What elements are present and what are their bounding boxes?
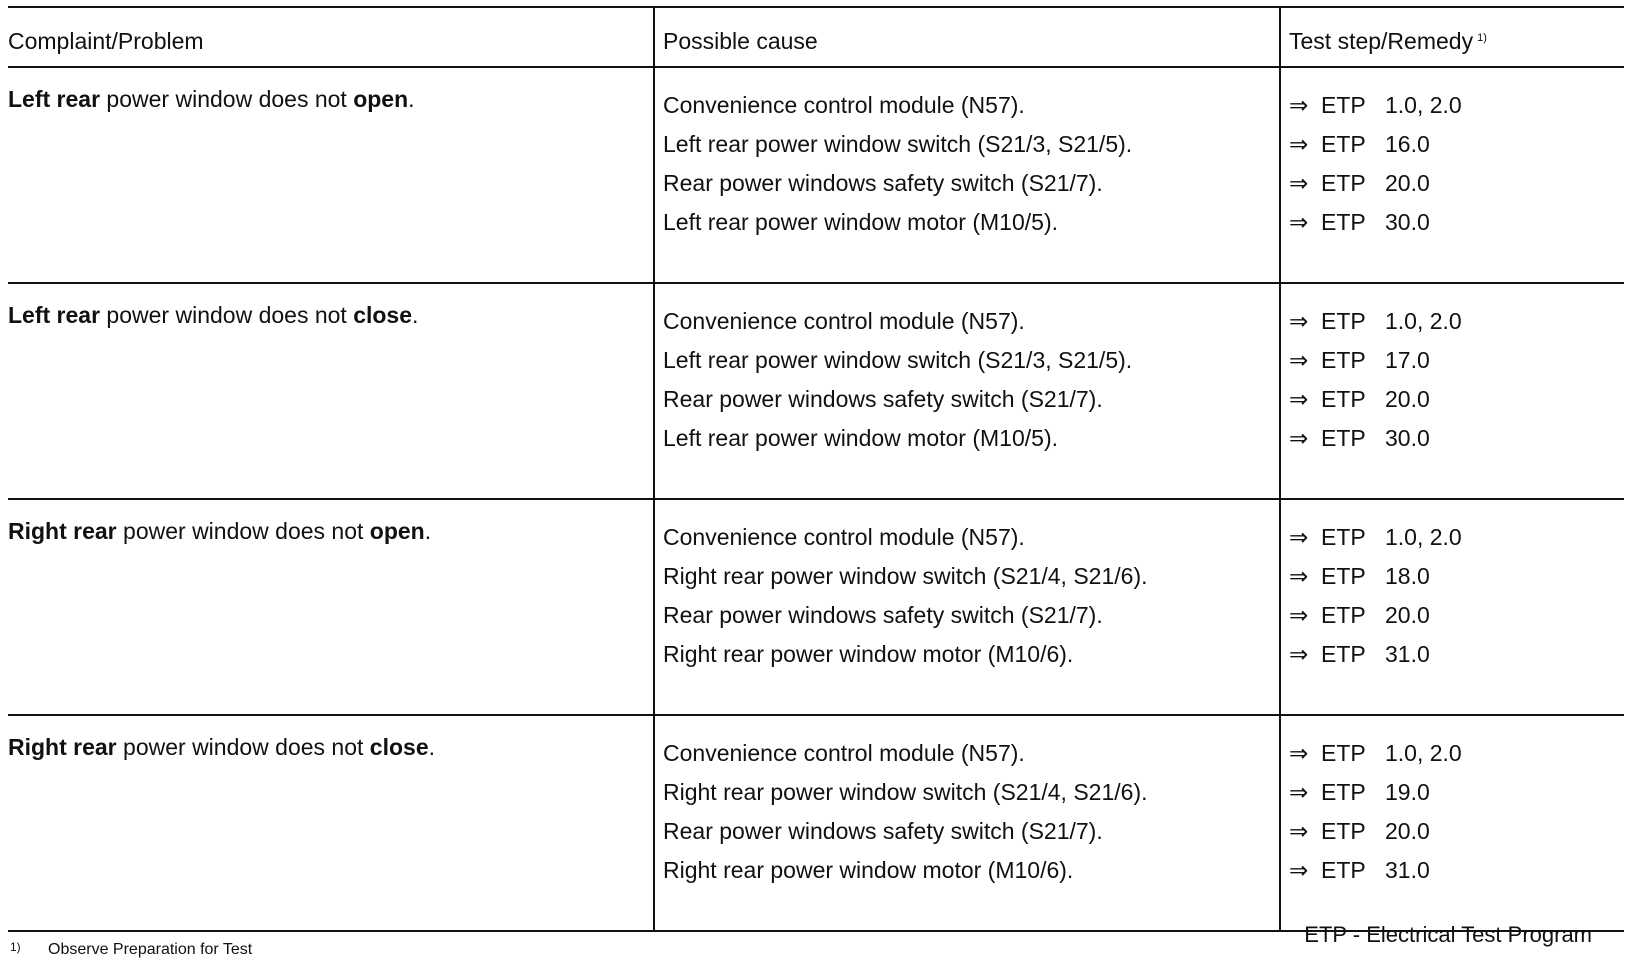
- etp-step: 1.0, 2.0: [1385, 740, 1462, 766]
- arrow-icon: ⇒: [1289, 92, 1309, 118]
- etp-step: 20.0: [1385, 386, 1430, 412]
- etp-label: ETP: [1321, 524, 1366, 550]
- arrow-icon: ⇒: [1289, 308, 1309, 334]
- arrow-icon: ⇒: [1289, 131, 1309, 157]
- complaint-cell: [8, 67, 654, 283]
- arrow-icon: ⇒: [1289, 779, 1309, 805]
- arrow-icon: ⇒: [1289, 209, 1309, 235]
- remedy-line: [1289, 596, 1624, 635]
- etp-label: ETP: [1321, 92, 1366, 118]
- arrow-icon: ⇒: [1289, 563, 1309, 589]
- etp-step: 31.0: [1385, 857, 1430, 883]
- cause-line: Convenience control module (N57).: [663, 308, 1025, 334]
- cause-line: Rear power windows safety switch (S21/7).: [663, 818, 1103, 844]
- etp-step: 20.0: [1385, 818, 1430, 844]
- etp-step: 19.0: [1385, 779, 1430, 805]
- complaint-action: close: [353, 302, 413, 328]
- etp-step: 20.0: [1385, 602, 1430, 628]
- complaint-cell: [8, 499, 654, 715]
- table-row: [8, 499, 1624, 715]
- cause-line: Rear power windows safety switch (S21/7).: [663, 170, 1103, 196]
- etp-label: ETP: [1321, 602, 1366, 628]
- cause-line: Rear power windows safety switch (S21/7).: [663, 602, 1103, 628]
- etp-step: 18.0: [1385, 563, 1430, 589]
- footnote: [10, 940, 252, 959]
- footnote-ref: 1): [1477, 32, 1487, 44]
- complaint-action: open: [369, 518, 425, 544]
- cause-line: Left rear power window switch (S21/3, S21/5).: [663, 131, 1133, 157]
- complaint-end: .: [424, 518, 432, 544]
- cause-cell: [654, 283, 1280, 499]
- remedy-line: [1289, 203, 1624, 242]
- arrow-icon: ⇒: [1289, 347, 1309, 373]
- remedy-cell: [1280, 715, 1624, 931]
- cause-line: Right rear power window motor (M10/6).: [663, 641, 1074, 667]
- header-complaint: Complaint/Problem: [8, 7, 654, 67]
- cause-line: Rear power windows safety switch (S21/7).: [663, 386, 1103, 412]
- arrow-icon: ⇒: [1289, 818, 1309, 844]
- arrow-icon: ⇒: [1289, 386, 1309, 412]
- header-remedy: [1280, 7, 1624, 67]
- etp-label: ETP: [1321, 209, 1366, 235]
- etp-label: ETP: [1321, 347, 1366, 373]
- etp-label: ETP: [1321, 641, 1366, 667]
- cause-line: Right rear power window switch (S21/4, S21/6).: [663, 779, 1148, 805]
- diagnosis-table: [8, 6, 1624, 932]
- footnote-mark: 1): [10, 940, 21, 954]
- remedy-line: [1289, 380, 1624, 419]
- etp-label: ETP: [1321, 818, 1366, 844]
- remedy-line: [1289, 851, 1624, 890]
- etp-label: ETP: [1321, 131, 1366, 157]
- arrow-icon: ⇒: [1289, 425, 1309, 451]
- cause-line: Left rear power window motor (M10/5).: [663, 425, 1058, 451]
- etp-label: ETP: [1321, 740, 1366, 766]
- table-row: [8, 715, 1624, 931]
- header-row: [8, 7, 1624, 67]
- etp-label: ETP: [1321, 425, 1366, 451]
- complaint-cell: [8, 715, 654, 931]
- remedy-line: [1289, 518, 1624, 557]
- complaint-action: close: [369, 734, 429, 760]
- arrow-icon: ⇒: [1289, 641, 1309, 667]
- complaint-end: .: [428, 734, 436, 760]
- etp-label: ETP: [1321, 857, 1366, 883]
- cause-cell: [654, 67, 1280, 283]
- cause-cell: [654, 499, 1280, 715]
- arrow-icon: ⇒: [1289, 602, 1309, 628]
- remedy-line: [1289, 164, 1624, 203]
- table-row: [8, 67, 1624, 283]
- remedy-line: [1289, 734, 1624, 773]
- etp-label: ETP: [1321, 170, 1366, 196]
- complaint-side: Right rear: [8, 518, 117, 544]
- remedy-line: [1289, 302, 1624, 341]
- cause-line: Left rear power window motor (M10/5).: [663, 209, 1058, 235]
- complaint-text: power window does not: [100, 302, 354, 328]
- cause-line: Convenience control module (N57).: [663, 524, 1025, 550]
- header-cause: Possible cause: [654, 7, 1280, 67]
- etp-step: 1.0, 2.0: [1385, 92, 1462, 118]
- footnote-text: Observe Preparation for Test: [48, 941, 253, 958]
- etp-step: 30.0: [1385, 425, 1430, 451]
- arrow-icon: ⇒: [1289, 740, 1309, 766]
- remedy-line: [1289, 419, 1624, 458]
- etp-label: ETP: [1321, 563, 1366, 589]
- complaint-side: Right rear: [8, 734, 117, 760]
- remedy-line: [1289, 341, 1624, 380]
- etp-label: ETP: [1321, 779, 1366, 805]
- etp-step: 16.0: [1385, 131, 1430, 157]
- arrow-icon: ⇒: [1289, 857, 1309, 883]
- etp-step: 1.0, 2.0: [1385, 308, 1462, 334]
- complaint-text: power window does not: [100, 86, 354, 112]
- remedy-cell: [1280, 283, 1624, 499]
- table-row: [8, 283, 1624, 499]
- header-remedy-label: Test step/Remedy: [1289, 28, 1474, 54]
- cause-line: Convenience control module (N57).: [663, 92, 1025, 118]
- arrow-icon: ⇒: [1289, 524, 1309, 550]
- cause-line: Left rear power window switch (S21/3, S21/5).: [663, 347, 1133, 373]
- complaint-text: power window does not: [116, 518, 370, 544]
- remedy-line: [1289, 557, 1624, 596]
- remedy-cell: [1280, 499, 1624, 715]
- etp-step: 30.0: [1385, 209, 1430, 235]
- etp-step: 31.0: [1385, 641, 1430, 667]
- etp-label: ETP: [1321, 386, 1366, 412]
- complaint-action: open: [353, 86, 409, 112]
- remedy-cell: [1280, 67, 1624, 283]
- complaint-cell: [8, 283, 654, 499]
- remedy-line: [1289, 773, 1624, 812]
- complaint-end: .: [408, 86, 415, 112]
- etp-label: ETP: [1321, 308, 1366, 334]
- etp-legend: ETP - Electrical Test Program: [1304, 922, 1592, 947]
- cause-line: Right rear power window motor (M10/6).: [663, 857, 1074, 883]
- cause-line: Convenience control module (N57).: [663, 740, 1025, 766]
- complaint-text: power window does not: [116, 734, 370, 760]
- cause-line: Right rear power window switch (S21/4, S21/6).: [663, 563, 1148, 589]
- complaint-side: Left rear: [8, 86, 101, 112]
- remedy-line: [1289, 635, 1624, 674]
- complaint-side: Left rear: [8, 302, 101, 328]
- remedy-line: [1289, 125, 1624, 164]
- etp-step: 1.0, 2.0: [1385, 524, 1462, 550]
- arrow-icon: ⇒: [1289, 170, 1309, 196]
- etp-step: 17.0: [1385, 347, 1430, 373]
- remedy-line: [1289, 86, 1624, 125]
- complaint-end: .: [412, 302, 419, 328]
- remedy-line: [1289, 812, 1624, 851]
- cause-cell: [654, 715, 1280, 931]
- etp-step: 20.0: [1385, 170, 1430, 196]
